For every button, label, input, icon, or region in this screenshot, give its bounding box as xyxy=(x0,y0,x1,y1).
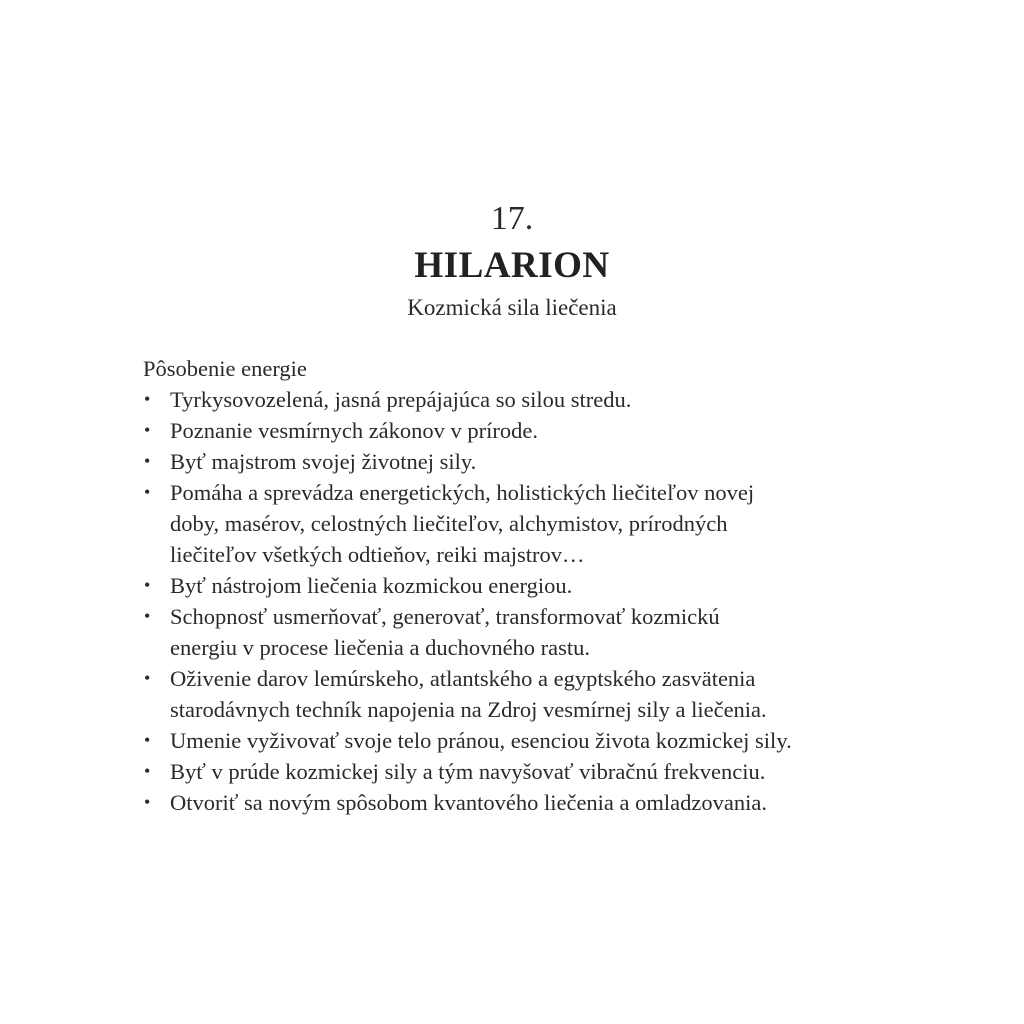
list-item-text: energiu v procese liečenia a duchovného rastu. xyxy=(170,635,591,660)
bullet-icon: • xyxy=(144,761,151,781)
list-item-text: Byť nástrojom liečenia kozmickou energiou. xyxy=(170,573,573,598)
list-item-text: Pomáha a sprevádza energetických, holistických liečiteľov novej xyxy=(170,480,755,505)
list-item-text: liečiteľov všetkých odtieňov, reiki majstrov… xyxy=(170,542,585,567)
list-item xyxy=(143,446,903,477)
bullet-icon: • xyxy=(144,575,151,595)
bullet-icon: • xyxy=(144,482,151,502)
list-item-text: starodávnych techník napojenia na Zdroj vesmírnej sily a liečenia. xyxy=(170,697,767,722)
list-item-text: Schopnosť usmerňovať, generovať, transformovať kozmickú xyxy=(170,604,720,629)
list-item-text: Otvoriť sa novým spôsobom kvantového liečenia a omladzovania. xyxy=(170,790,767,815)
bullet-icon: • xyxy=(144,606,151,626)
list-item xyxy=(143,415,903,446)
card-number: 17. xyxy=(490,200,534,237)
list-item-text: Byť v prúde kozmickej sily a tým navyšovať vibračnú frekvenciu. xyxy=(170,759,766,784)
list-item-text: doby, masérov, celostných liečiteľov, alchymistov, prírodných xyxy=(170,511,728,536)
list-item-text: Poznanie vesmírnych zákonov v prírode. xyxy=(170,418,539,443)
section-heading: Pôsobenie energie xyxy=(143,356,307,381)
list-item-text: Umenie vyživovať svoje telo pránou, esenciou života kozmickej sily. xyxy=(170,728,792,753)
effects-list xyxy=(143,384,903,818)
list-item-text: Oživenie darov lemúrskeho, atlantského a egyptského zasvätenia xyxy=(170,666,756,691)
list-item xyxy=(143,477,903,570)
bullet-icon: • xyxy=(144,389,151,409)
list-item xyxy=(143,384,903,415)
card-subtitle: Kozmická sila liečenia xyxy=(407,295,617,320)
card-title: HILARION xyxy=(414,245,610,286)
list-item-text: Tyrkysovozelená, jasná prepájajúca so silou stredu. xyxy=(170,387,632,412)
bullet-icon: • xyxy=(144,420,151,440)
list-item-text: Byť majstrom svojej životnej sily. xyxy=(170,449,477,474)
energy-effects-section xyxy=(143,353,903,818)
list-item xyxy=(143,756,903,787)
list-item xyxy=(143,570,903,601)
bullet-icon: • xyxy=(144,792,151,812)
list-item xyxy=(143,663,903,725)
bullet-icon: • xyxy=(144,730,151,750)
list-item xyxy=(143,725,903,756)
bullet-icon: • xyxy=(144,451,151,471)
bullet-icon: • xyxy=(144,668,151,688)
list-item xyxy=(143,787,903,818)
list-item xyxy=(143,601,903,663)
